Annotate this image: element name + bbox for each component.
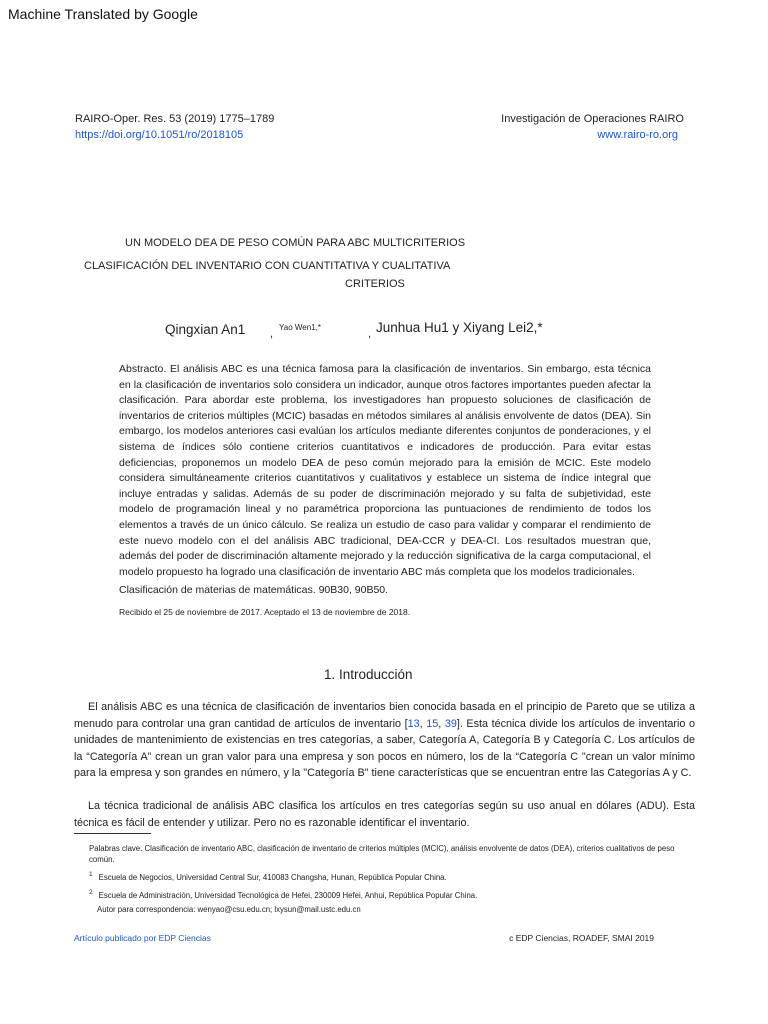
citation-separator: , bbox=[438, 717, 445, 730]
received-dates: Recibido el 25 de noviembre de 2017. Aceptado el 13 de noviembre de 2018. bbox=[119, 607, 411, 617]
journal-name: Investigación de Operaciones RAIRO bbox=[501, 113, 684, 125]
affiliation-text: Escuela de Negocios, Universidad Central Sur, 410083 Changsha, Hunan, República Popular China. bbox=[98, 873, 447, 882]
author-separator: , bbox=[368, 328, 372, 340]
citation-link[interactable]: 13 bbox=[407, 717, 420, 730]
title-line-3: CRITERIOS bbox=[345, 278, 405, 290]
citation-link[interactable]: 15 bbox=[426, 717, 439, 730]
paragraph-text: El análisis ABC es una técnica de clasificación de inventarios bien conocida basada en el principio de Pareto que se utiliza a menudo para controlar una gran cantidad de artículos de inventario [ bbox=[74, 701, 695, 730]
machine-translated-banner: Machine Translated by Google bbox=[8, 6, 198, 22]
title-line-1: UN MODELO DEA DE PESO COMÚN PARA ABC MULTICRITERIOS bbox=[125, 237, 466, 249]
doi-link[interactable]: https://doi.org/10.1051/ro/2018105 bbox=[75, 129, 244, 141]
keywords-footnote: Palabras clave. Clasificación de inventario ABC, clasificación de inventario de criterios múltiples (MCIC), análisis envolvente de datos (DEA), criterios cualitativos de peso común. bbox=[89, 844, 675, 864]
citation-link[interactable]: 39 bbox=[444, 717, 457, 730]
footnote-divider bbox=[74, 833, 151, 834]
affiliation-text: Escuela de Administración, Universidad Tecnológica de Hefei, 230009 Hefei, Anhui, República Popular China. bbox=[98, 891, 478, 900]
intro-paragraph-1 bbox=[74, 699, 695, 782]
title-line-2: CLASIFICACIÓN DEL INVENTARIO CON CUANTITATIVA Y CUALITATIVA bbox=[84, 260, 451, 272]
affiliation-footnote-2 bbox=[89, 890, 477, 902]
author-1: Qingxian An1 bbox=[165, 322, 246, 337]
corresponding-author: Autor para correspondencia: wenyao@csu.edu.cn; lxysun@mail.ustc.edu.cn bbox=[97, 905, 361, 914]
journal-website-link[interactable]: www.rairo-ro.org bbox=[597, 129, 678, 141]
affiliation-footnote-1 bbox=[89, 872, 447, 884]
intro-paragraph-2: La técnica tradicional de análisis ABC clasifica los artículos en tres categorías según su uso anual en dólares (ADU). Esta técnica es fácil de entender y utilizar. Pero no es razonable identificar el inventario. bbox=[74, 800, 695, 829]
msc-classification: Clasificación de materias de matemáticas. 90B30, 90B50. bbox=[119, 584, 389, 596]
publisher-link[interactable]: Artículo publicado por EDP Ciencias bbox=[74, 933, 211, 943]
journal-citation: RAIRO-Oper. Res. 53 (2019) 1775–1789 bbox=[75, 113, 275, 125]
author-separator: , bbox=[270, 328, 274, 340]
citation-separator: , bbox=[419, 717, 427, 730]
paragraph-text: ]. Esta técnica divide los artículos de inventario o unidades de mantenimiento de existencias en tres categorías, a saber, Categoría A, Categoría B y Categoría C. Los artículos de la “Categoría A” crean un gran valor para una empresa y son pocos en número, los de la “Categoría C "crean un valor mínimo para la empresa y son grandes en número, y la "Categoría B" tiene características que se encuentran entre las Categorías A y C. bbox=[74, 717, 696, 780]
abstract: Abstracto. El análisis ABC es una técnica famosa para la clasificación de inventarios. Sin embargo, esta técnica en la clasificación de inventarios solo considera un indicador, aunque otros factores importantes pueden afectar la clasificación. Para abordar este problema, los investigadores han propuesto soluciones de clasificación de inventarios de criterios múltiples (MCIC) basadas en métodos similares al análisis envolvente de datos (DEA). Sin embargo, los modelos anteriores casi evalúan los artículos mediante diferentes conjuntos de ponderaciones, y el sistema de índices sólo contiene criterios cuantitativos e indicadores de producción. Para evitar estas deficiencias, proponemos un modelo DEA de peso común mejorado para la emisión de MCIC. Este modelo considera simultáneamente criterios cuantitativos y cualitativos y establece un sistema de índice integral que incluye entradas y salidas. Además de su poder de discriminación mejorado y su falta de subjetividad, este modelo de programación lineal y no paramétrica proporciona las puntuaciones de rendimiento de todos los elementos a través de un único cálculo. Se realiza un estudio de caso para validar y comparar el rendimiento de este nuevo modelo con el del análisis ABC tradicional, DEA-CCR y DEA-CI. Los resultados muestran que, además del poder de discriminación altamente mejorado y la reducción significativa de la carga computacional, el modelo propuesto ha logrado una clasificación de inventario ABC más completa que los modelos tradicionales. bbox=[119, 363, 651, 578]
author-3-4: Junhua Hu1 y Xiyang Lei2,* bbox=[376, 320, 543, 335]
footnote-number: 1 bbox=[89, 871, 93, 878]
copyright: c EDP Ciencias, ROADEF, SMAI 2019 bbox=[509, 933, 654, 943]
footnote-number: 2 bbox=[89, 889, 93, 896]
author-2: Yao Wen1,* bbox=[279, 323, 321, 332]
section-heading: 1. Introducción bbox=[324, 667, 413, 682]
